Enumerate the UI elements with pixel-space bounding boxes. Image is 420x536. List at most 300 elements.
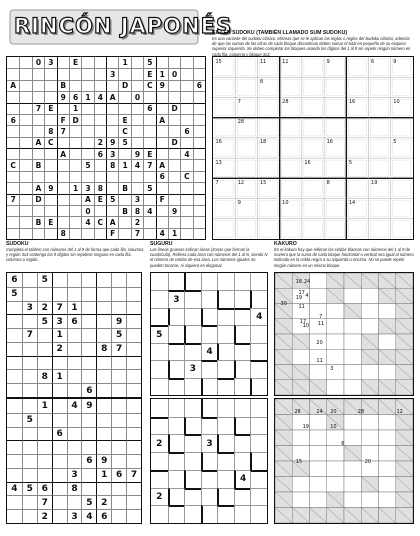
grid-cell[interactable] [7, 495, 22, 509]
grid-cell[interactable] [44, 194, 56, 205]
grid-cell[interactable] [156, 103, 168, 114]
grid-cell[interactable] [106, 182, 118, 193]
grid-cell[interactable] [143, 228, 155, 239]
grid-cell[interactable] [118, 171, 130, 182]
grid-cell[interactable] [19, 148, 31, 159]
grid-cell[interactable]: 2 [52, 342, 67, 356]
grid-cell[interactable]: 1 [156, 68, 168, 79]
grid-cell[interactable] [7, 57, 19, 68]
grid-cell[interactable]: 3 [106, 68, 118, 79]
grid-cell[interactable] [37, 287, 52, 301]
grid-cell[interactable] [81, 125, 93, 136]
grid-cell[interactable]: C [44, 137, 56, 148]
grid-cell[interactable]: 4 [81, 509, 96, 523]
suguru-cell[interactable] [201, 505, 218, 523]
grid-cell[interactable]: C [143, 80, 155, 91]
grid-cell[interactable] [96, 482, 111, 496]
grid-cell[interactable] [143, 216, 155, 227]
grid-cell[interactable] [69, 125, 81, 136]
grid-cell[interactable] [156, 137, 168, 148]
grid-cell[interactable] [22, 495, 37, 509]
grid-cell[interactable] [37, 342, 52, 356]
grid-cell[interactable] [131, 137, 143, 148]
grid-cell[interactable] [156, 148, 168, 159]
grid-cell[interactable] [32, 80, 44, 91]
grid-cell[interactable]: C [180, 171, 192, 182]
suguru-cell[interactable] [168, 452, 185, 470]
grid-cell[interactable] [69, 194, 81, 205]
suguru-cell[interactable] [217, 360, 234, 377]
suguru-cell[interactable] [184, 452, 201, 470]
grid-cell[interactable] [143, 125, 155, 136]
grid-cell[interactable] [81, 369, 96, 383]
grid-cell[interactable]: 9 [96, 454, 111, 468]
grid-cell[interactable] [131, 103, 143, 114]
grid-cell[interactable] [143, 137, 155, 148]
grid-cell[interactable]: 4 [143, 205, 155, 216]
grid-cell[interactable] [7, 468, 22, 482]
grid-cell[interactable]: F [156, 194, 168, 205]
grid-cell[interactable]: 3 [22, 301, 37, 315]
suguru-cell[interactable] [184, 505, 201, 523]
grid-cell[interactable] [44, 148, 56, 159]
suguru-cell[interactable] [217, 308, 234, 325]
grid-cell[interactable]: 5 [143, 182, 155, 193]
grid-cell[interactable] [193, 148, 205, 159]
grid-cell[interactable] [111, 273, 126, 287]
grid-cell[interactable] [106, 57, 118, 68]
grid-cell[interactable] [22, 314, 37, 328]
grid-cell[interactable] [52, 509, 67, 523]
grid-cell[interactable] [52, 440, 67, 454]
grid-cell[interactable] [118, 228, 130, 239]
grid-cell[interactable] [69, 148, 81, 159]
grid-cell[interactable] [118, 194, 130, 205]
grid-cell[interactable]: 4 [156, 228, 168, 239]
grid-cell[interactable]: 1 [67, 301, 82, 315]
suguru-cell[interactable] [168, 378, 185, 395]
grid-cell[interactable] [168, 159, 180, 170]
grid-cell[interactable] [118, 91, 130, 102]
grid-cell[interactable]: A [32, 182, 44, 193]
suguru-cell[interactable] [250, 325, 267, 342]
suguru-cell[interactable] [217, 399, 234, 417]
grid-cell[interactable]: 8 [96, 342, 111, 356]
suguru-cell[interactable] [184, 417, 201, 435]
suguru-cell[interactable] [217, 505, 234, 523]
grid-cell[interactable]: B [57, 80, 69, 91]
grid-cell[interactable]: 3 [106, 148, 118, 159]
grid-cell[interactable] [44, 171, 56, 182]
grid-cell[interactable] [180, 68, 192, 79]
suguru-cell[interactable] [201, 308, 218, 325]
grid-cell[interactable] [67, 495, 82, 509]
suguru-cell[interactable] [151, 505, 168, 523]
grid-cell[interactable]: 5 [118, 137, 130, 148]
grid-cell[interactable] [94, 205, 106, 216]
grid-cell[interactable] [69, 171, 81, 182]
grid-cell[interactable] [168, 125, 180, 136]
grid-cell[interactable] [37, 440, 52, 454]
grid-cell[interactable]: E [143, 68, 155, 79]
grid-cell[interactable] [44, 205, 56, 216]
grid-cell[interactable]: E [44, 216, 56, 227]
grid-cell[interactable] [96, 383, 111, 397]
grid-cell[interactable]: 3 [67, 509, 82, 523]
grid-cell[interactable]: 4 [67, 399, 82, 413]
grid-cell[interactable] [19, 68, 31, 79]
grid-cell[interactable] [111, 287, 126, 301]
grid-cell[interactable] [57, 194, 69, 205]
grid-cell[interactable]: 4 [180, 148, 192, 159]
grid-cell[interactable] [81, 342, 96, 356]
grid-cell[interactable] [7, 383, 22, 397]
suguru-cell[interactable] [168, 505, 185, 523]
suguru-cell[interactable] [234, 308, 251, 325]
grid-cell[interactable] [67, 413, 82, 427]
grid-cell[interactable] [19, 159, 31, 170]
grid-cell[interactable] [126, 273, 141, 287]
suguru-cell[interactable] [217, 378, 234, 395]
grid-cell[interactable] [22, 454, 37, 468]
grid-cell[interactable] [7, 137, 19, 148]
grid-cell[interactable] [67, 328, 82, 342]
grid-cell[interactable] [57, 68, 69, 79]
suguru-cell[interactable] [184, 343, 201, 360]
grid-cell[interactable] [180, 91, 192, 102]
grid-cell[interactable]: 3 [81, 182, 93, 193]
grid-cell[interactable] [193, 171, 205, 182]
grid-cell[interactable] [156, 216, 168, 227]
grid-cell[interactable] [131, 57, 143, 68]
grid-cell[interactable]: 1 [96, 468, 111, 482]
grid-cell[interactable] [44, 114, 56, 125]
grid-cell[interactable]: A [32, 137, 44, 148]
grid-cell[interactable] [52, 356, 67, 370]
grid-cell[interactable]: 5 [111, 328, 126, 342]
grid-cell[interactable] [37, 427, 52, 441]
suguru-cell[interactable]: 4 [250, 308, 267, 325]
grid-cell[interactable]: B [32, 159, 44, 170]
grid-cell[interactable]: E [143, 148, 155, 159]
suguru-cell[interactable] [168, 360, 185, 377]
grid-cell[interactable] [96, 273, 111, 287]
grid-cell[interactable]: 6 [81, 454, 96, 468]
grid-cell[interactable] [118, 148, 130, 159]
grid-cell[interactable] [156, 182, 168, 193]
grid-cell[interactable] [7, 314, 22, 328]
grid-cell[interactable] [52, 413, 67, 427]
grid-cell[interactable] [168, 216, 180, 227]
grid-cell[interactable] [156, 57, 168, 68]
grid-cell[interactable] [81, 68, 93, 79]
grid-cell[interactable] [67, 454, 82, 468]
grid-cell[interactable]: 2 [94, 137, 106, 148]
grid-cell[interactable] [7, 399, 22, 413]
grid-cell[interactable] [57, 57, 69, 68]
grid-cell[interactable] [180, 182, 192, 193]
grid-cell[interactable] [94, 228, 106, 239]
grid-cell[interactable] [193, 228, 205, 239]
suguru-cell[interactable] [217, 273, 234, 290]
grid-cell[interactable] [81, 137, 93, 148]
grid-cell[interactable]: A [81, 194, 93, 205]
grid-cell[interactable]: A [156, 114, 168, 125]
grid-cell[interactable]: 5 [7, 287, 22, 301]
suguru-cell[interactable]: 4 [201, 343, 218, 360]
grid-cell[interactable] [96, 314, 111, 328]
suguru-cell[interactable] [250, 343, 267, 360]
grid-cell[interactable]: A [57, 148, 69, 159]
suguru-cell[interactable] [217, 434, 234, 452]
suguru-cell[interactable] [250, 434, 267, 452]
grid-cell[interactable]: C [94, 216, 106, 227]
grid-cell[interactable] [69, 68, 81, 79]
suguru-cell[interactable] [217, 488, 234, 506]
grid-cell[interactable] [111, 482, 126, 496]
grid-cell[interactable] [131, 125, 143, 136]
grid-cell[interactable] [131, 182, 143, 193]
grid-cell[interactable] [57, 182, 69, 193]
suguru-cell[interactable] [217, 343, 234, 360]
grid-cell[interactable] [52, 454, 67, 468]
grid-cell[interactable]: 9 [156, 80, 168, 91]
grid-cell[interactable]: 1 [37, 399, 52, 413]
grid-cell[interactable] [7, 216, 19, 227]
grid-cell[interactable]: 5 [22, 482, 37, 496]
grid-cell[interactable] [118, 103, 130, 114]
grid-cell[interactable] [81, 440, 96, 454]
suguru-cell[interactable] [234, 290, 251, 307]
grid-cell[interactable] [126, 342, 141, 356]
grid-cell[interactable]: A [156, 159, 168, 170]
grid-cell[interactable] [193, 103, 205, 114]
grid-cell[interactable] [37, 413, 52, 427]
grid-cell[interactable] [7, 228, 19, 239]
grid-cell[interactable] [67, 383, 82, 397]
grid-cell[interactable] [67, 342, 82, 356]
grid-cell[interactable] [126, 440, 141, 454]
grid-cell[interactable] [44, 159, 56, 170]
suguru-cell[interactable] [184, 325, 201, 342]
grid-cell[interactable] [67, 287, 82, 301]
grid-cell[interactable]: 0 [131, 91, 143, 102]
grid-cell[interactable]: 7 [52, 301, 67, 315]
grid-cell[interactable] [44, 68, 56, 79]
grid-cell[interactable] [19, 205, 31, 216]
grid-cell[interactable]: 7 [143, 159, 155, 170]
grid-cell[interactable] [106, 80, 118, 91]
grid-cell[interactable] [106, 125, 118, 136]
grid-cell[interactable]: 4 [81, 216, 93, 227]
grid-cell[interactable]: 1 [69, 182, 81, 193]
grid-cell[interactable] [168, 148, 180, 159]
grid-cell[interactable] [7, 328, 22, 342]
grid-cell[interactable] [180, 194, 192, 205]
grid-cell[interactable] [22, 468, 37, 482]
grid-cell[interactable]: A [106, 216, 118, 227]
grid-cell[interactable] [193, 194, 205, 205]
suguru-cell[interactable] [151, 470, 168, 488]
grid-cell[interactable] [81, 148, 93, 159]
grid-cell[interactable]: A [106, 91, 118, 102]
suguru-cell[interactable] [217, 417, 234, 435]
grid-cell[interactable] [69, 159, 81, 170]
suguru-cell[interactable] [250, 378, 267, 395]
suguru-cell[interactable] [250, 417, 267, 435]
grid-cell[interactable] [32, 125, 44, 136]
suguru-cell[interactable] [151, 290, 168, 307]
grid-cell[interactable] [81, 314, 96, 328]
suguru-cell[interactable] [250, 452, 267, 470]
grid-cell[interactable] [19, 171, 31, 182]
grid-cell[interactable]: 3 [67, 468, 82, 482]
grid-cell[interactable] [81, 273, 96, 287]
suguru-cell[interactable] [168, 343, 185, 360]
grid-cell[interactable]: 9 [106, 137, 118, 148]
grid-cell[interactable]: B [32, 216, 44, 227]
grid-cell[interactable]: B [118, 182, 130, 193]
grid-cell[interactable] [193, 125, 205, 136]
suguru-cell[interactable] [184, 488, 201, 506]
suguru-cell[interactable] [151, 343, 168, 360]
grid-cell[interactable] [143, 171, 155, 182]
grid-cell[interactable]: 1 [118, 57, 130, 68]
grid-cell[interactable]: 8 [131, 205, 143, 216]
grid-cell[interactable] [143, 194, 155, 205]
grid-cell[interactable] [22, 342, 37, 356]
grid-cell[interactable] [7, 440, 22, 454]
suguru-cell[interactable] [234, 417, 251, 435]
suguru-cell[interactable]: 2 [151, 488, 168, 506]
suguru-cell[interactable]: 3 [168, 290, 185, 307]
suguru-cell[interactable] [201, 488, 218, 506]
grid-cell[interactable] [111, 427, 126, 441]
grid-cell[interactable] [168, 114, 180, 125]
grid-cell[interactable] [96, 413, 111, 427]
grid-cell[interactable] [67, 273, 82, 287]
grid-cell[interactable] [19, 228, 31, 239]
grid-cell[interactable]: 6 [52, 427, 67, 441]
suguru-cell[interactable] [168, 273, 185, 290]
grid-cell[interactable] [131, 80, 143, 91]
suguru-cell[interactable] [250, 488, 267, 506]
grid-cell[interactable]: F [106, 228, 118, 239]
grid-cell[interactable] [22, 273, 37, 287]
grid-cell[interactable]: 7 [32, 103, 44, 114]
grid-cell[interactable] [96, 440, 111, 454]
grid-cell[interactable] [111, 440, 126, 454]
grid-cell[interactable]: 9 [81, 399, 96, 413]
grid-cell[interactable]: D [168, 137, 180, 148]
suguru-cell[interactable] [201, 399, 218, 417]
grid-cell[interactable]: 6 [111, 468, 126, 482]
suguru-cell[interactable] [234, 434, 251, 452]
suguru-cell[interactable] [201, 378, 218, 395]
grid-cell[interactable]: 1 [52, 328, 67, 342]
grid-cell[interactable] [69, 80, 81, 91]
grid-cell[interactable] [57, 137, 69, 148]
grid-cell[interactable] [7, 301, 22, 315]
grid-cell[interactable] [94, 114, 106, 125]
suguru-cell[interactable] [234, 488, 251, 506]
grid-cell[interactable] [118, 68, 130, 79]
grid-cell[interactable] [156, 205, 168, 216]
grid-cell[interactable] [156, 91, 168, 102]
suguru-cell[interactable] [151, 399, 168, 417]
grid-cell[interactable] [168, 80, 180, 91]
grid-cell[interactable] [19, 125, 31, 136]
grid-cell[interactable] [22, 427, 37, 441]
grid-cell[interactable] [19, 91, 31, 102]
grid-cell[interactable] [81, 57, 93, 68]
suguru-cell[interactable] [234, 325, 251, 342]
grid-cell[interactable] [69, 228, 81, 239]
grid-cell[interactable] [106, 205, 118, 216]
grid-cell[interactable] [126, 287, 141, 301]
grid-cell[interactable]: 8 [67, 482, 82, 496]
grid-cell[interactable]: 2 [96, 495, 111, 509]
grid-cell[interactable]: 5 [143, 57, 155, 68]
suguru-cell[interactable]: 4 [234, 470, 251, 488]
suguru-cell[interactable] [168, 417, 185, 435]
grid-cell[interactable] [143, 114, 155, 125]
suguru-cell[interactable] [250, 399, 267, 417]
grid-cell[interactable]: 6 [193, 80, 205, 91]
grid-cell[interactable] [126, 509, 141, 523]
grid-cell[interactable]: 3 [131, 194, 143, 205]
grid-cell[interactable] [111, 399, 126, 413]
grid-cell[interactable]: E [44, 103, 56, 114]
grid-cell[interactable]: 7 [131, 228, 143, 239]
suguru-cell[interactable] [184, 470, 201, 488]
suguru-cell[interactable] [184, 434, 201, 452]
grid-cell[interactable]: 4 [7, 482, 22, 496]
grid-cell[interactable] [180, 57, 192, 68]
suguru-cell[interactable] [217, 452, 234, 470]
grid-cell[interactable] [156, 125, 168, 136]
grid-cell[interactable] [32, 171, 44, 182]
grid-cell[interactable]: 9 [131, 148, 143, 159]
grid-cell[interactable] [81, 80, 93, 91]
grid-cell[interactable] [22, 440, 37, 454]
grid-cell[interactable] [96, 427, 111, 441]
grid-cell[interactable] [19, 137, 31, 148]
grid-cell[interactable] [22, 356, 37, 370]
grid-cell[interactable] [69, 205, 81, 216]
suguru-cell[interactable] [168, 470, 185, 488]
suguru-cell[interactable] [217, 290, 234, 307]
grid-cell[interactable] [168, 57, 180, 68]
grid-cell[interactable] [111, 383, 126, 397]
grid-cell[interactable] [52, 383, 67, 397]
grid-cell[interactable]: 4 [94, 91, 106, 102]
grid-cell[interactable]: B [118, 205, 130, 216]
grid-cell[interactable]: 9 [111, 314, 126, 328]
grid-cell[interactable] [7, 369, 22, 383]
grid-cell[interactable]: 7 [22, 328, 37, 342]
grid-cell[interactable] [57, 205, 69, 216]
grid-cell[interactable]: 5 [81, 159, 93, 170]
grid-cell[interactable] [180, 159, 192, 170]
grid-cell[interactable]: 4 [131, 159, 143, 170]
grid-cell[interactable] [57, 171, 69, 182]
grid-cell[interactable] [52, 468, 67, 482]
grid-cell[interactable] [7, 182, 19, 193]
grid-cell[interactable] [111, 413, 126, 427]
grid-cell[interactable] [180, 114, 192, 125]
grid-cell[interactable] [126, 413, 141, 427]
